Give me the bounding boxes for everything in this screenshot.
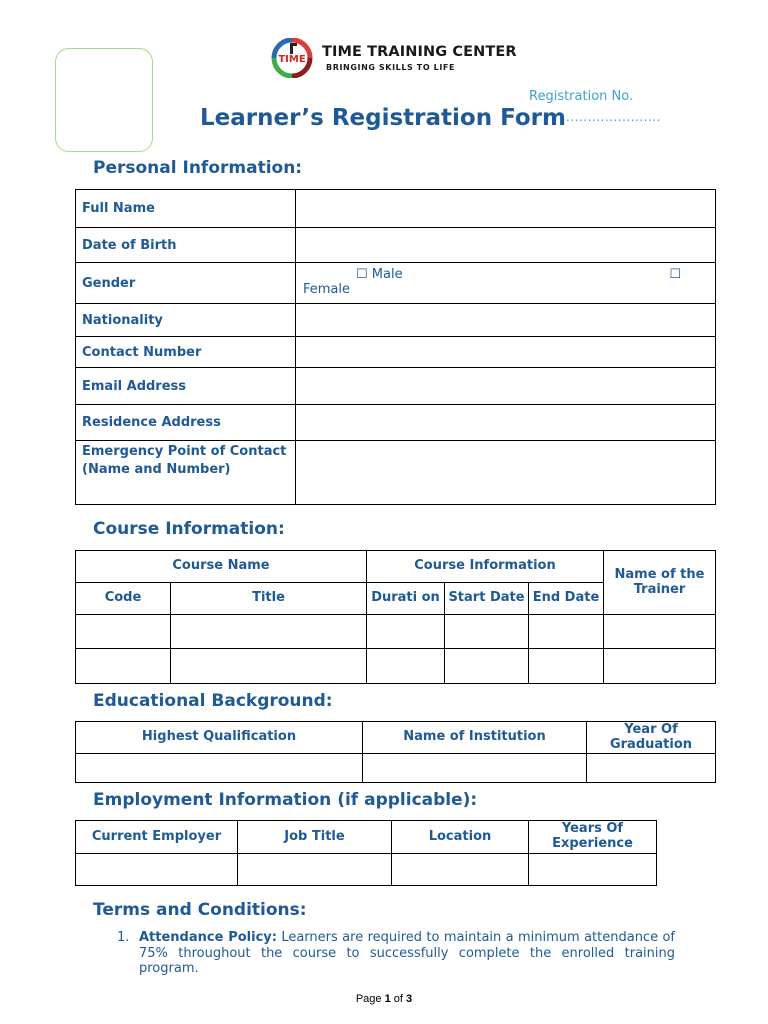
- col-qualification: Highest Qualification: [76, 722, 363, 754]
- course-cell[interactable]: [529, 615, 604, 649]
- page-number: 1: [384, 993, 391, 1005]
- col-employer: Current Employer: [76, 821, 238, 854]
- page-footer: [0, 993, 768, 1005]
- org-tagline: BRINGING SKILLS TO LIFE: [326, 63, 456, 72]
- col-job: Job Title: [238, 821, 392, 854]
- col-duration: Durati on: [367, 583, 445, 615]
- label-gender: Gender: [76, 263, 296, 304]
- course-cell[interactable]: [604, 649, 716, 684]
- employment-table: [75, 820, 657, 886]
- course-cell[interactable]: [445, 615, 529, 649]
- table-row: [76, 551, 716, 583]
- col-title: Title: [171, 583, 367, 615]
- employment-heading: Employment Information (if applicable):: [93, 790, 478, 810]
- education-cell[interactable]: [76, 754, 363, 783]
- col-end: End Date: [529, 583, 604, 615]
- education-heading: Educational Background:: [93, 691, 333, 711]
- org-name: TIME TRAINING CENTER: [322, 44, 517, 60]
- table-row: [76, 263, 716, 304]
- col-location: Location: [392, 821, 529, 854]
- table-row: [76, 368, 716, 405]
- label-email: Email Address: [76, 368, 296, 405]
- nationality-field[interactable]: [296, 304, 716, 337]
- course-cell[interactable]: [529, 649, 604, 684]
- table-row: [76, 754, 716, 783]
- dob-field[interactable]: [296, 228, 716, 263]
- table-row: [76, 821, 657, 854]
- course-cell[interactable]: [445, 649, 529, 684]
- label-residence: Residence Address: [76, 405, 296, 441]
- terms-item-number: 1.: [117, 930, 130, 945]
- col-experience: Years Of Experience: [529, 821, 657, 854]
- page-total: 3: [406, 993, 413, 1005]
- education-cell[interactable]: [363, 754, 587, 783]
- personal-table: [75, 189, 716, 505]
- gender-field: [296, 263, 716, 304]
- table-row: [76, 854, 657, 886]
- terms-item-title: Attendance Policy:: [139, 930, 277, 945]
- registration-label: Registration No.: [529, 89, 634, 104]
- course-cell[interactable]: [171, 649, 367, 684]
- label-emergency: Emergency Point of Contact (Name and Number): [76, 441, 296, 505]
- label-contact: Contact Number: [76, 337, 296, 368]
- education-table: [75, 721, 716, 783]
- col-institution: Name of Institution: [363, 722, 587, 754]
- employment-cell[interactable]: [392, 854, 529, 886]
- label-nationality: Nationality: [76, 304, 296, 337]
- emergency-field[interactable]: [296, 441, 716, 505]
- education-cell[interactable]: [587, 754, 716, 783]
- col-course-name: Course Name: [76, 551, 367, 583]
- female-checkbox[interactable]: ☐: [669, 267, 681, 282]
- col-course-info: Course Information: [367, 551, 604, 583]
- course-table: [75, 550, 716, 684]
- employment-cell[interactable]: [238, 854, 392, 886]
- terms-item-text: Learners are required to maintain a minimum attendance of 75% throughout the course to successfully complete the enrolled training program.: [139, 930, 675, 976]
- table-row: [76, 304, 716, 337]
- contact-field[interactable]: [296, 337, 716, 368]
- terms-item-1: [117, 930, 675, 977]
- of-word: of: [393, 993, 403, 1005]
- label-full-name: Full Name: [76, 190, 296, 228]
- col-start: Start Date: [445, 583, 529, 615]
- terms-heading: Terms and Conditions:: [93, 900, 307, 920]
- registration-field[interactable]: ......................: [566, 110, 661, 124]
- course-cell[interactable]: [171, 615, 367, 649]
- photo-placeholder: [55, 48, 153, 152]
- table-row: [76, 228, 716, 263]
- personal-heading: Personal Information:: [93, 158, 303, 178]
- residence-field[interactable]: [296, 405, 716, 441]
- col-trainer: Name of the Trainer: [604, 551, 716, 615]
- course-heading: Course Information:: [93, 519, 285, 539]
- table-row: [76, 722, 716, 754]
- table-row: [76, 615, 716, 649]
- table-row: [76, 405, 716, 441]
- course-cell[interactable]: [367, 649, 445, 684]
- employment-cell[interactable]: [529, 854, 657, 886]
- table-row: [76, 337, 716, 368]
- employment-cell[interactable]: [76, 854, 238, 886]
- course-cell[interactable]: [604, 615, 716, 649]
- table-row: [76, 190, 716, 228]
- col-code: Code: [76, 583, 171, 615]
- table-row: [76, 441, 716, 505]
- course-cell[interactable]: [76, 649, 171, 684]
- page-title: Learner’s Registration Form: [200, 105, 566, 131]
- male-checkbox[interactable]: ☐ Male: [356, 267, 403, 282]
- female-label: Female: [303, 282, 351, 297]
- email-field[interactable]: [296, 368, 716, 405]
- full-name-field[interactable]: [296, 190, 716, 228]
- course-cell[interactable]: [76, 615, 171, 649]
- course-cell[interactable]: [367, 615, 445, 649]
- table-row: [76, 649, 716, 684]
- logo-text: TIME: [278, 54, 306, 65]
- page-word: Page: [355, 993, 382, 1005]
- label-dob: Date of Birth: [76, 228, 296, 263]
- col-year: Year Of Graduation: [587, 722, 716, 754]
